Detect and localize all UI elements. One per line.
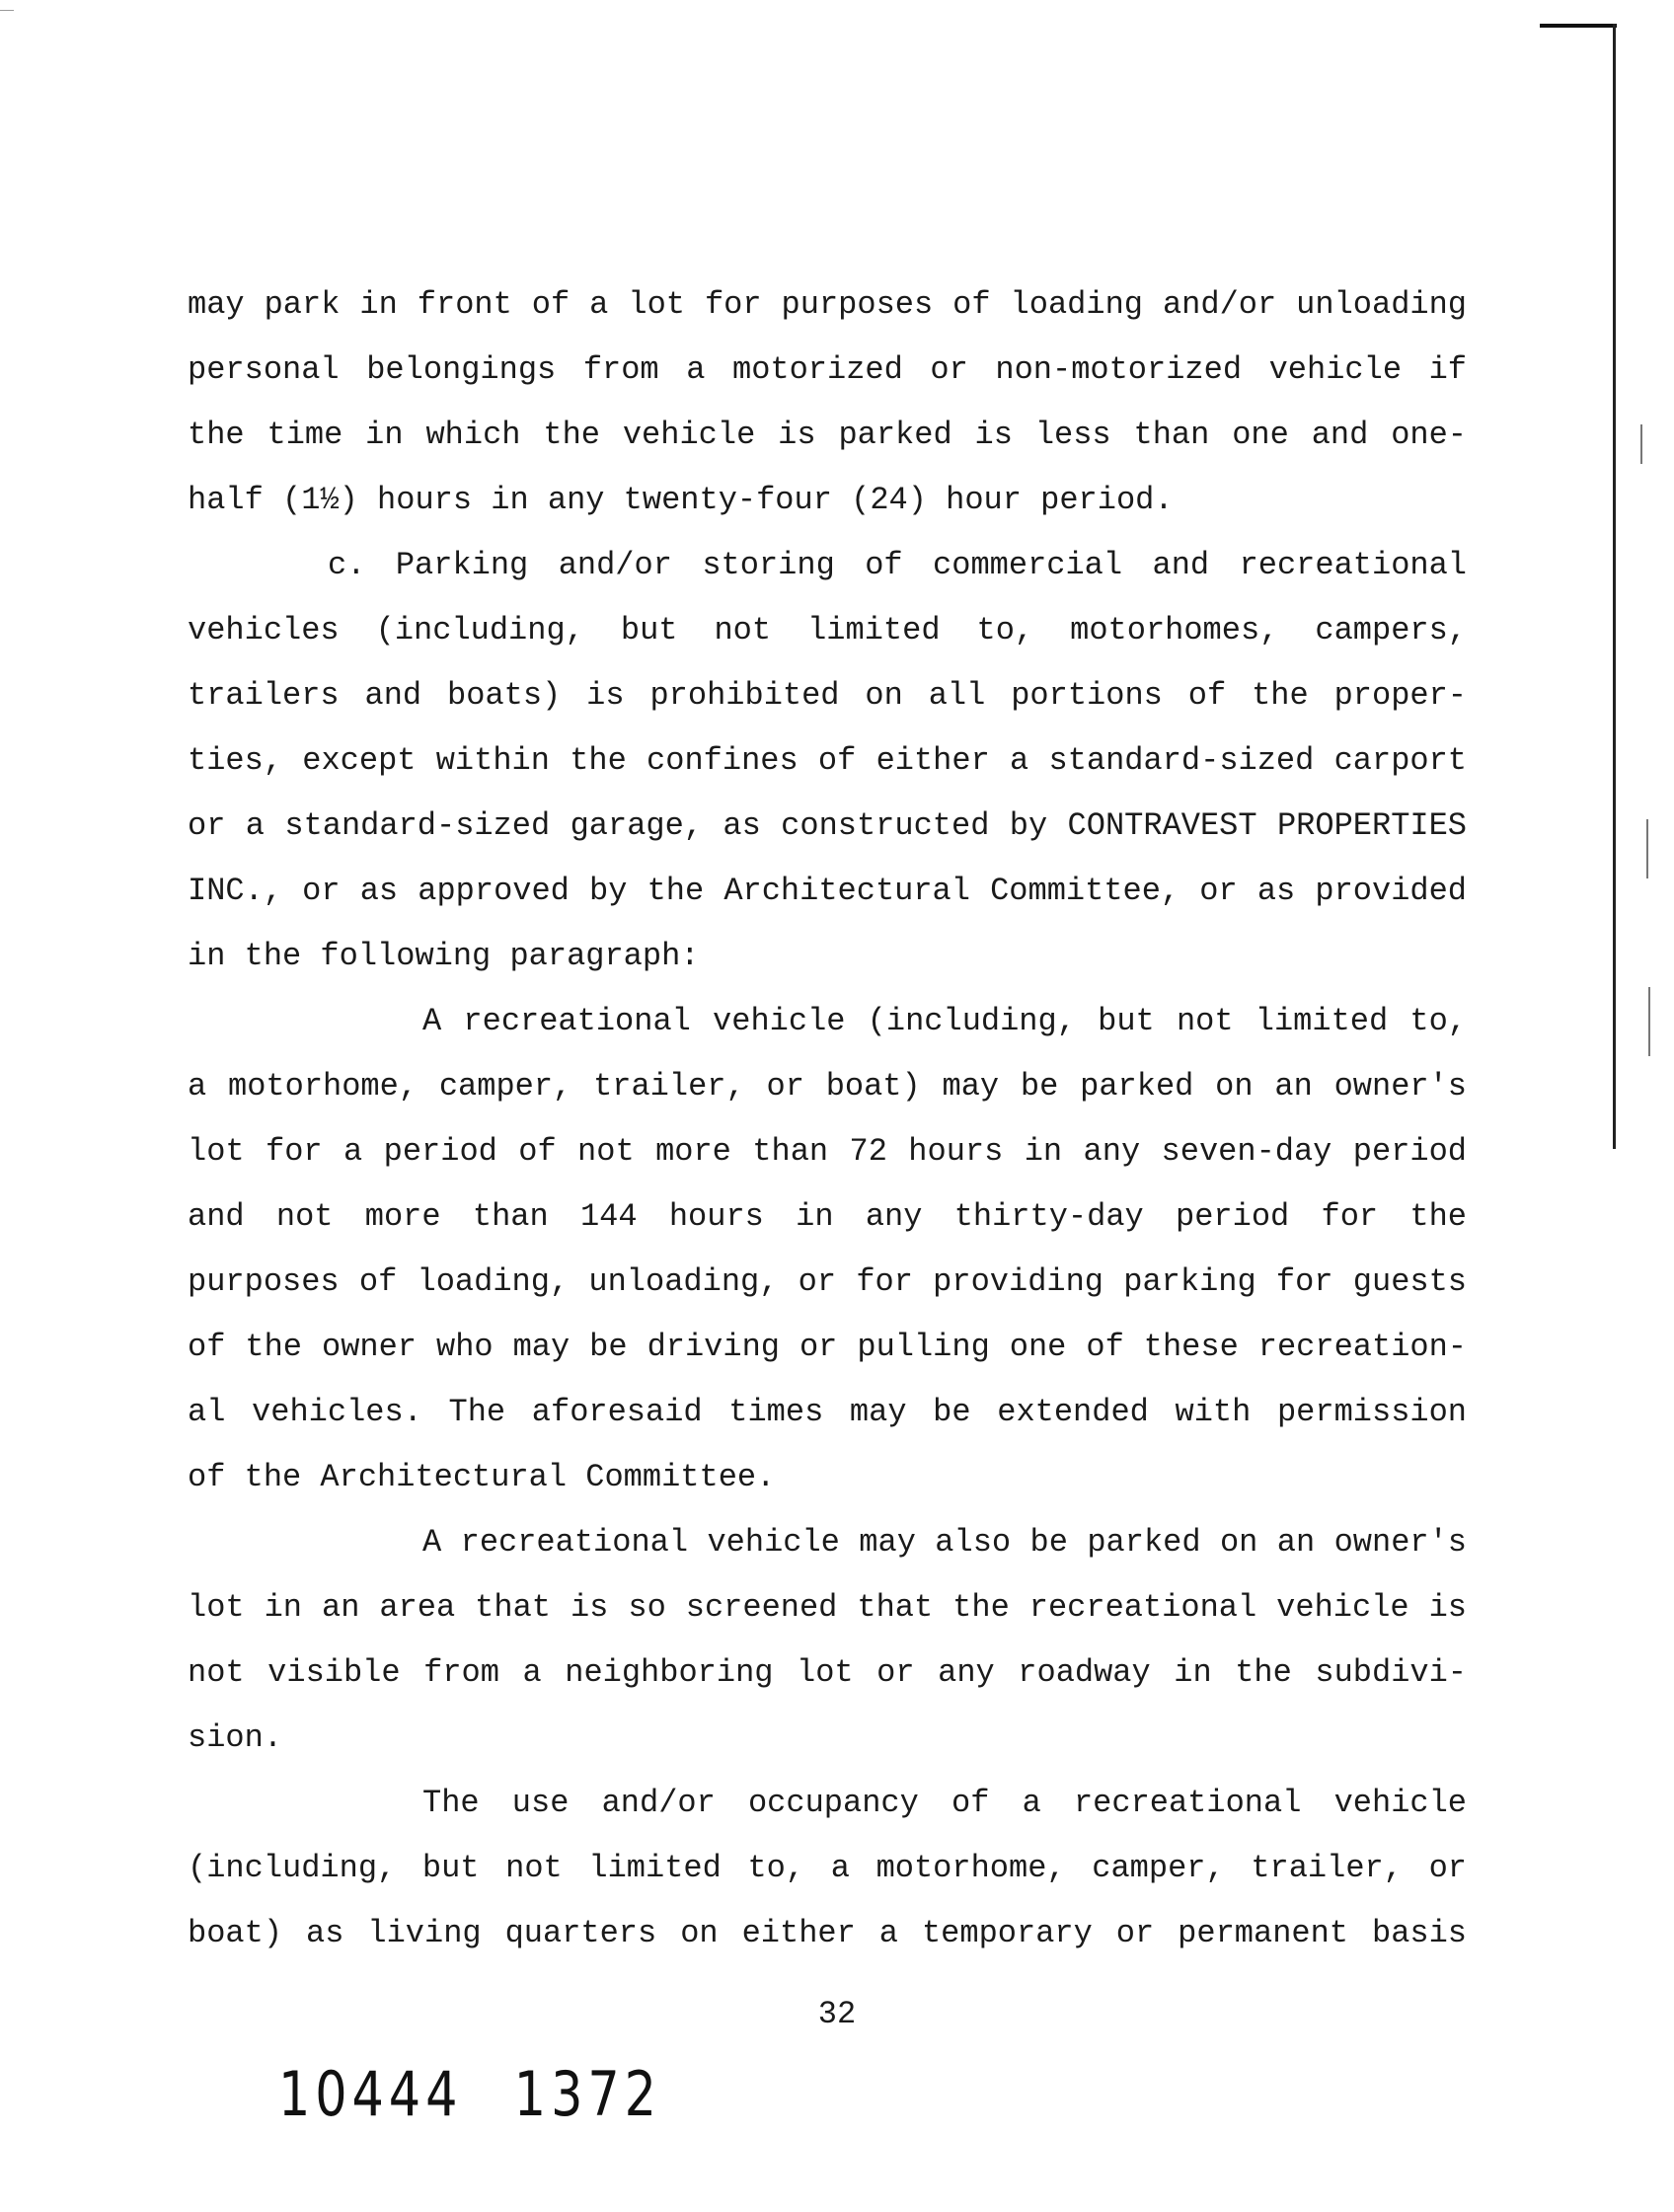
text-line: boat) as living quarters on either a temporary or permanent basis	[188, 1915, 1467, 1951]
scan-speck	[1640, 424, 1642, 464]
text-line: personal belongings from a motorized or non-motorized vehicle if	[188, 351, 1467, 388]
text-line: not visible from a neighboring lot or any roadway in the subdivi-	[188, 1654, 1467, 1691]
scan-speck	[1648, 987, 1650, 1056]
stamp-page-number: 1372	[513, 2058, 661, 2130]
page-number: 32	[817, 1996, 857, 2032]
stamp-book-number: 10444	[278, 2058, 463, 2130]
text-line: ties, except within the confines of either a standard-sized carport	[188, 742, 1467, 779]
text-line: vehicles (including, but not limited to, motorhomes, campers,	[188, 612, 1467, 648]
text-line: the time in which the vehicle is parked is less than one and one-	[188, 417, 1467, 453]
text-line: c. Parking and/or storing of commercial and recreational	[328, 547, 1467, 583]
text-line: a motorhome, camper, trailer, or boat) may be parked on an owner's	[188, 1068, 1467, 1105]
scan-speck	[1646, 819, 1648, 878]
scan-edge-top	[1540, 24, 1617, 28]
text-line: of the owner who may be driving or pulling one of these recreation-	[188, 1329, 1467, 1365]
scan-artifact	[0, 10, 14, 11]
text-line: INC., or as approved by the Architectural Committee, or as provided	[188, 873, 1467, 909]
scan-edge-right	[1613, 24, 1616, 1149]
text-line: half (1½) hours in any twenty-four (24) hour period.	[188, 482, 1174, 518]
text-line: lot for a period of not more than 72 hours in any seven-day period	[188, 1133, 1467, 1170]
recording-stamp	[278, 2058, 713, 2130]
text-line: The use and/or occupancy of a recreational vehicle	[422, 1785, 1467, 1821]
text-line: sion.	[188, 1719, 283, 1756]
text-line: may park in front of a lot for purposes of loading and/or unloading	[188, 286, 1467, 323]
text-line: (including, but not limited to, a motorhome, camper, trailer, or	[188, 1850, 1467, 1886]
text-line: and not more than 144 hours in any thirty-day period for the	[188, 1198, 1467, 1235]
text-line: al vehicles. The aforesaid times may be extended with permission	[188, 1394, 1467, 1430]
text-line: A recreational vehicle (including, but not limited to,	[422, 1003, 1467, 1039]
text-line: of the Architectural Committee.	[188, 1459, 776, 1495]
text-line: A recreational vehicle may also be parked on an owner's	[422, 1524, 1467, 1561]
text-line: purposes of loading, unloading, or for providing parking for guests	[188, 1263, 1467, 1300]
document-body	[188, 272, 1467, 1966]
text-line: lot in an area that is so screened that the recreational vehicle is	[188, 1589, 1467, 1626]
text-line: in the following paragraph:	[188, 938, 700, 974]
text-line: trailers and boats) is prohibited on all portions of the proper-	[188, 677, 1467, 714]
text-line: or a standard-sized garage, as constructed by CONTRAVEST PROPERTIES	[188, 807, 1467, 844]
